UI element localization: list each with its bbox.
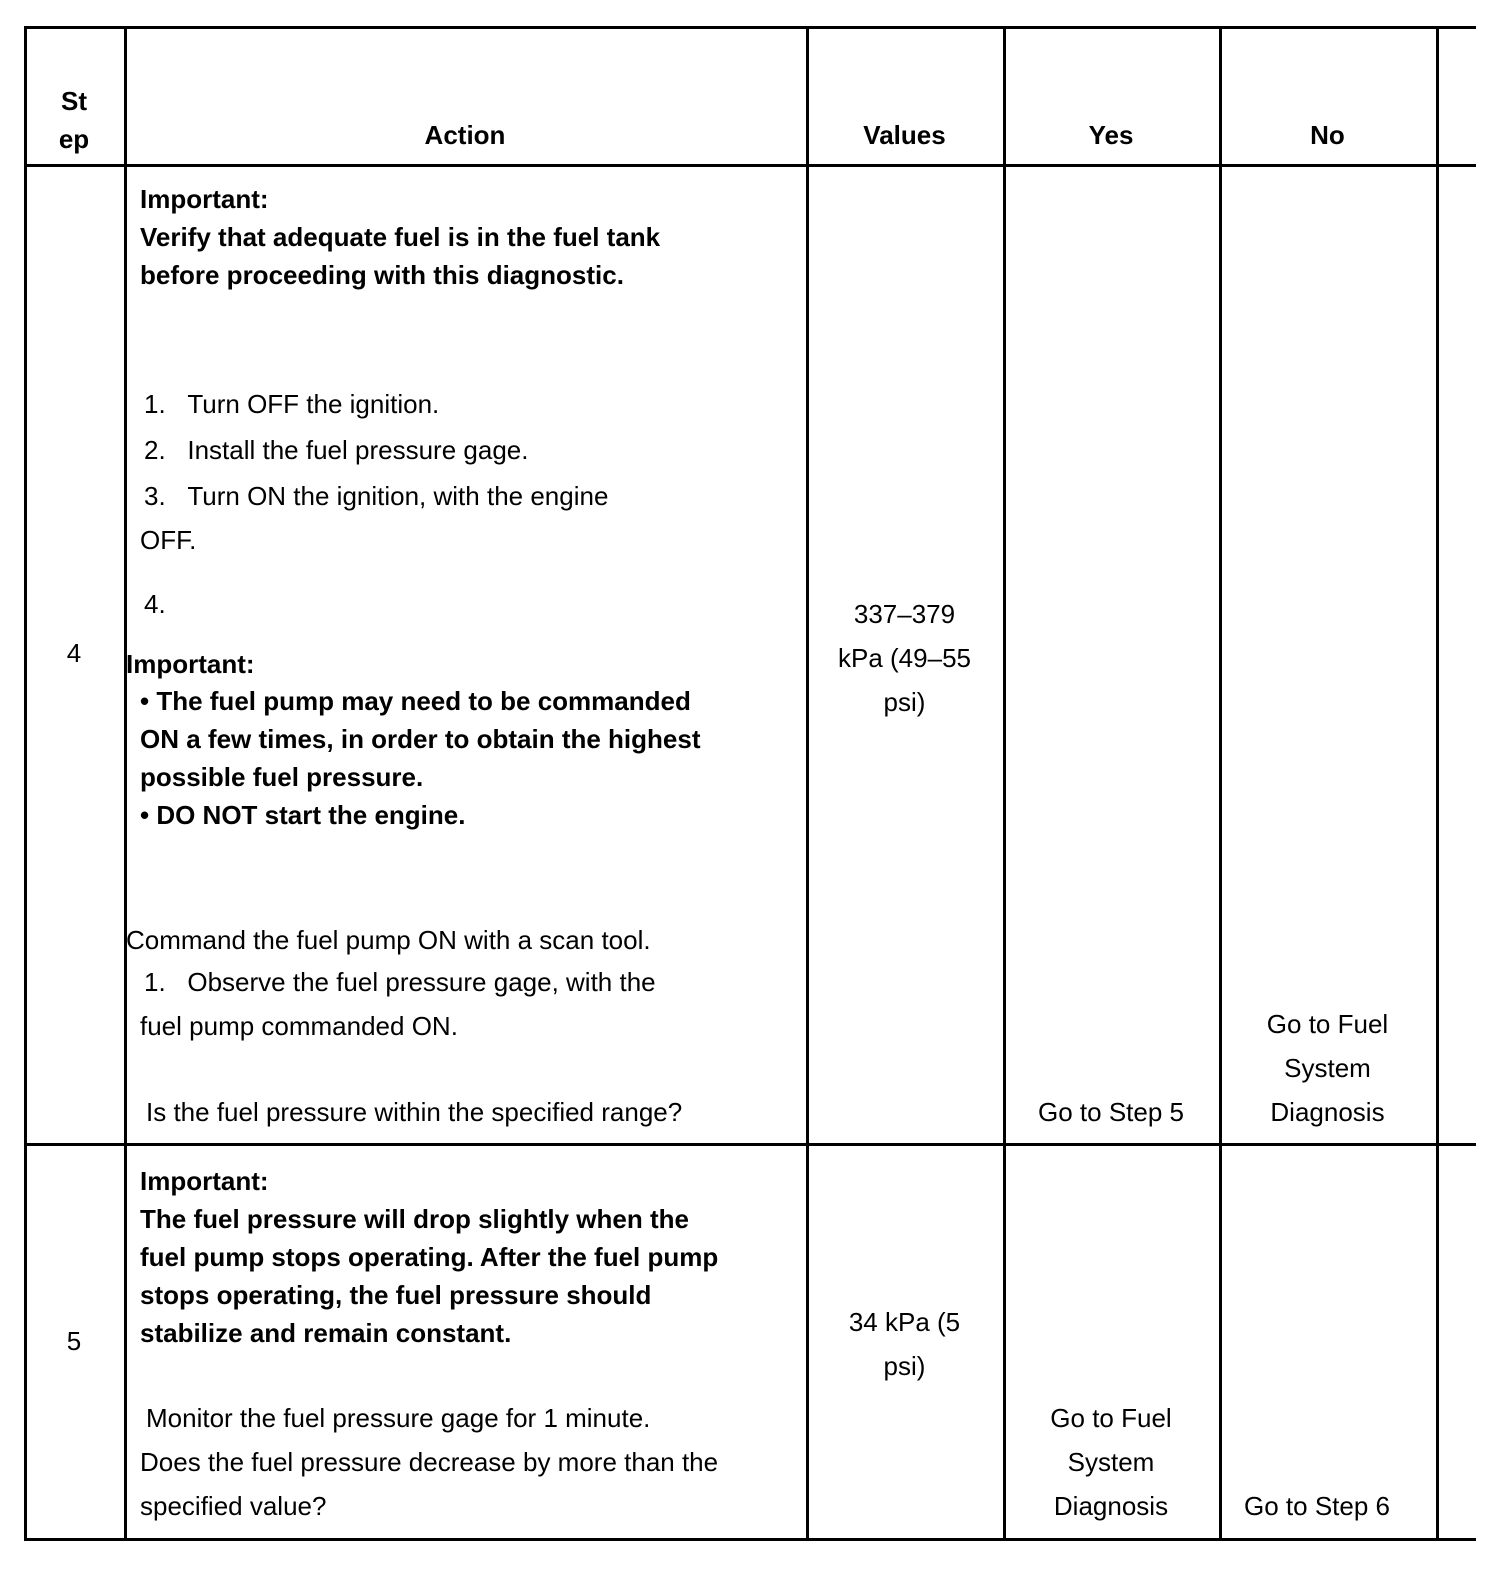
important-label: Important: — [126, 649, 255, 679]
question: Is the fuel pressure within the specified range? — [146, 1097, 683, 1127]
step-number: 5 — [66, 1326, 82, 1356]
table-border-top — [24, 26, 1476, 29]
yes-cell: Go to Fuel System Diagnosis — [1050, 1403, 1172, 1521]
table-border-right — [1436, 26, 1439, 1541]
question: Does the fuel pressure decrease by more than the specified value? — [140, 1447, 719, 1521]
observe-step: 1. Observe the fuel pressure gage, with the — [144, 967, 656, 997]
values-cell: 34 kPa (5 psi) — [848, 1307, 961, 1381]
header-divider — [24, 164, 1476, 167]
important-note: Important: The fuel pressure will drop slightly when the fuel pump stops operating. After the fuel pump stops operating, the fuel pressure should stabilize and remain constant. — [140, 1166, 719, 1348]
step3-continuation: OFF. — [140, 525, 197, 555]
important-note: Important: Verify that adequate fuel is in the fuel tank before proceeding with this diagnostic. — [140, 184, 661, 290]
important-bullets: • The fuel pump may need to be commanded ON a few times, in order to obtain the highest possible fuel pressure. • DO NOT start the engine. — [140, 686, 701, 830]
list-item: 3. Turn ON the ignition, with the engine — [144, 481, 609, 511]
col-divider-values — [1003, 26, 1006, 1541]
diagnostic-table — [24, 26, 1476, 1582]
step4-number: 4. — [144, 589, 166, 619]
col-divider-step — [124, 26, 127, 1541]
table-border-left — [24, 26, 27, 1541]
list-item: 2. Install the fuel pressure gage. — [144, 435, 529, 465]
row-divider — [24, 1143, 1476, 1146]
observe-continuation: fuel pump commanded ON. — [140, 1011, 458, 1041]
header-step: St ep — [58, 86, 90, 154]
col-divider-yes — [1219, 26, 1222, 1541]
monitor-line: Monitor the fuel pressure gage for 1 minute. — [146, 1403, 651, 1433]
yes-cell: Go to Step 5 — [1038, 1097, 1184, 1127]
values-cell: 337–379 kPa (49–55 psi) — [838, 599, 971, 717]
list-item: 1. Turn OFF the ignition. — [144, 389, 440, 419]
step-number: 4 — [66, 638, 82, 668]
command-line: Command the fuel pump ON with a scan tool. — [126, 925, 651, 955]
table-border-bottom — [24, 1538, 1476, 1541]
header-action: Action — [424, 120, 506, 150]
no-cell: Go to Fuel System Diagnosis — [1266, 1009, 1389, 1127]
step-list — [144, 382, 608, 518]
header-values: Values — [863, 120, 946, 150]
header-yes: Yes — [1088, 120, 1134, 150]
header-no: No — [1310, 120, 1345, 150]
no-cell: Go to Step 6 — [1244, 1491, 1390, 1521]
